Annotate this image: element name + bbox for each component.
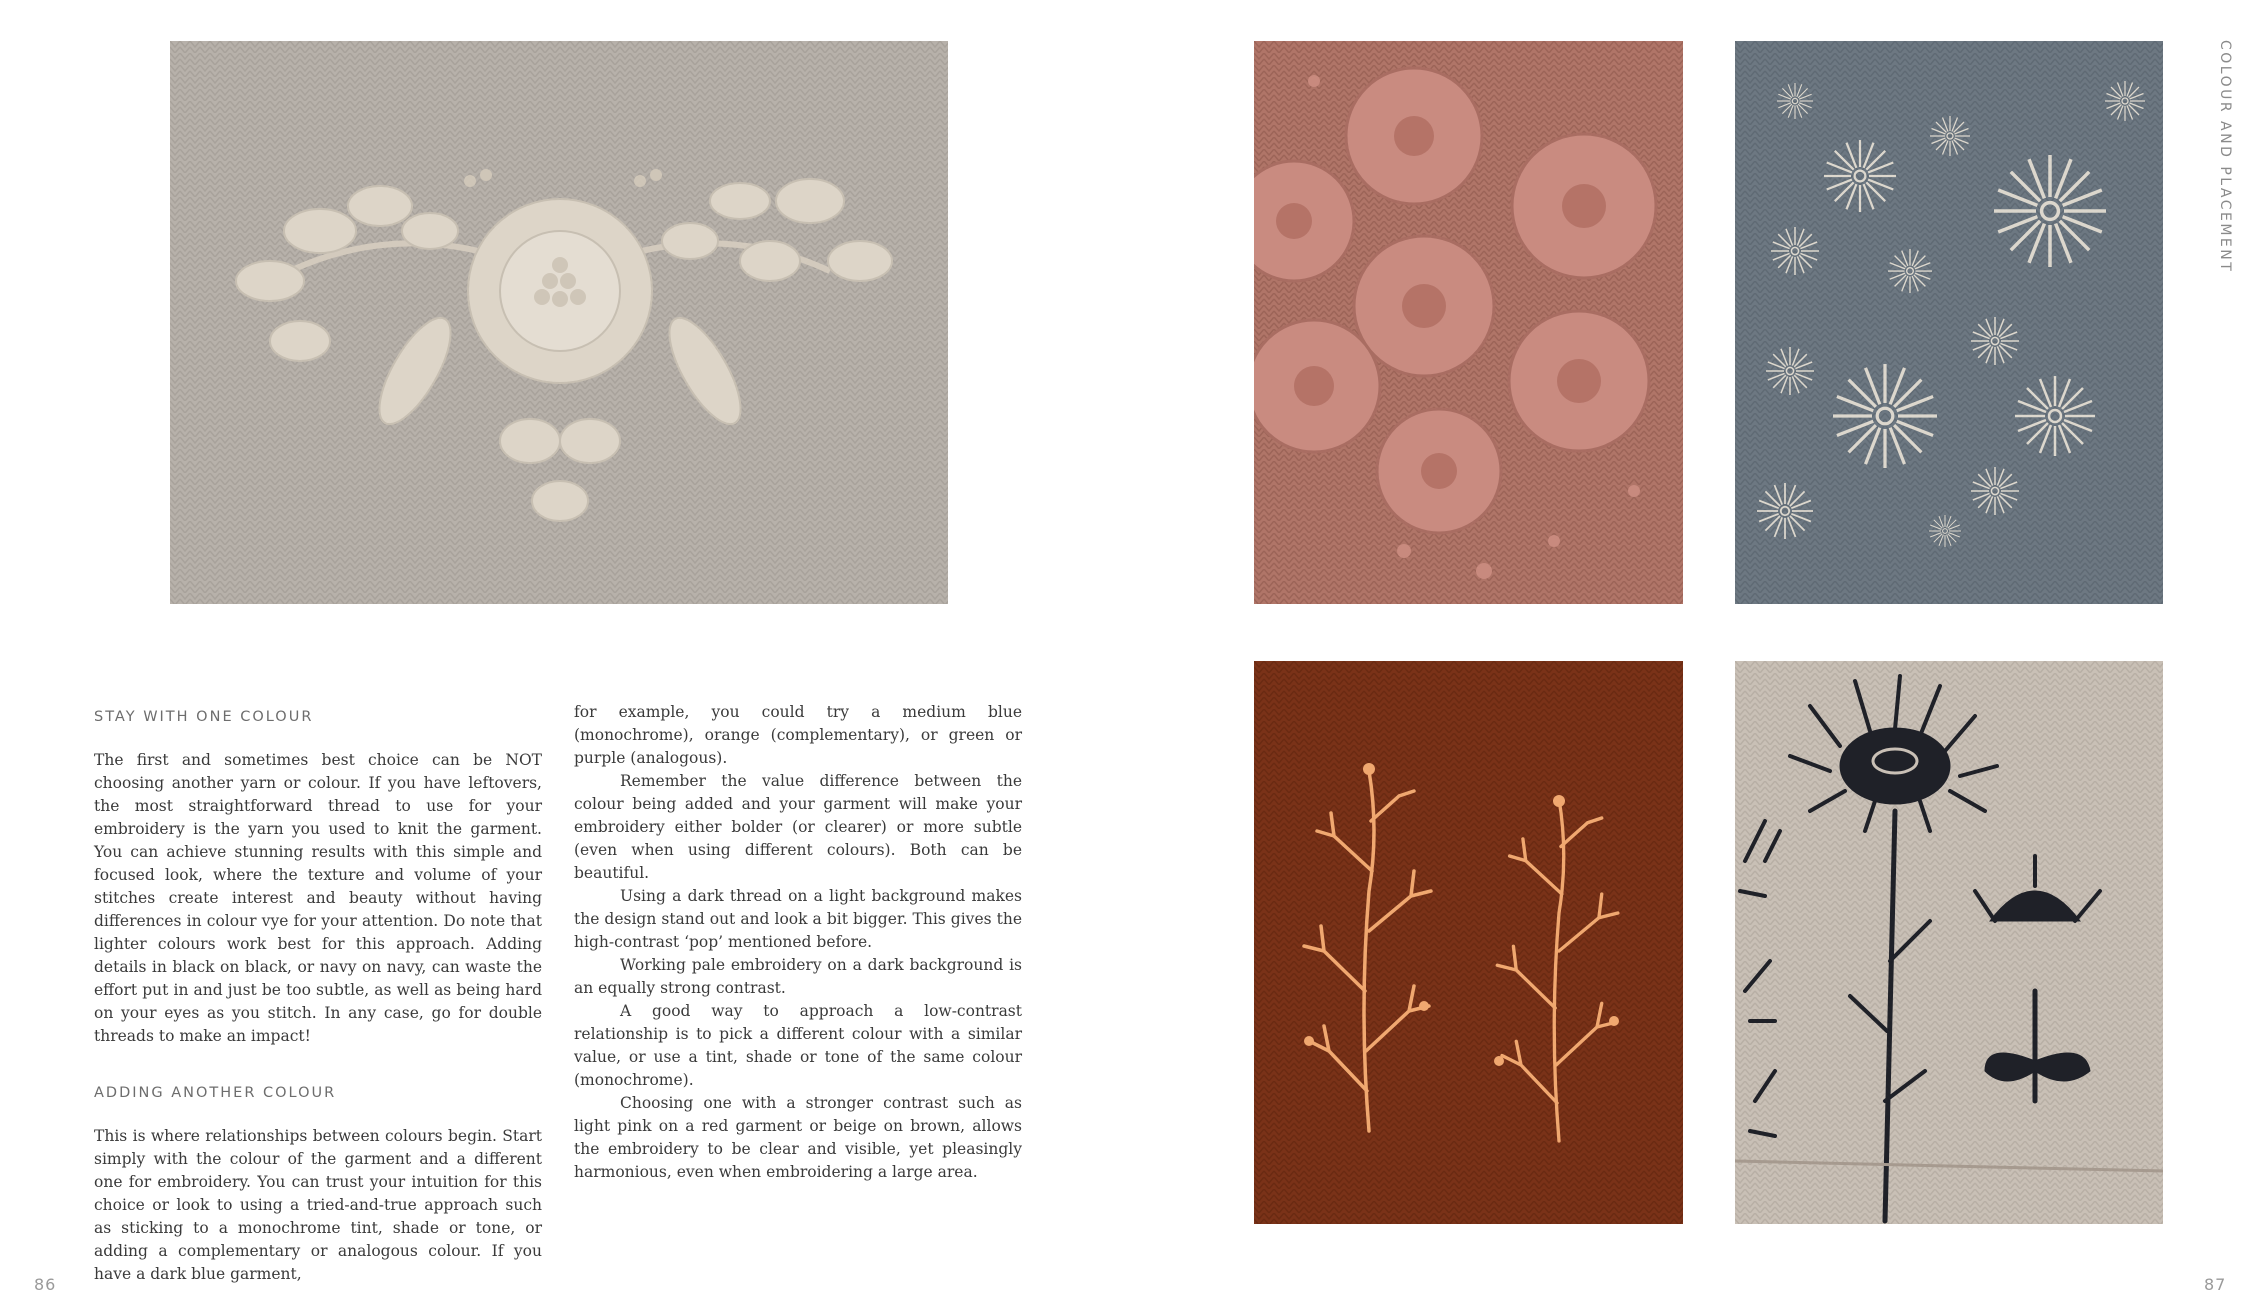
paragraph: Using a dark thread on a light background makes the design stand out and look a bit bigger. This gives the high-contrast ‘pop’ mentioned before.: [574, 887, 1022, 951]
paragraph: Remember the value difference between the colour being added and your garment will make your embroidery either bolder (or clearer) or more subtle (even when using different colours). Both can be beautiful.: [574, 772, 1022, 882]
running-head: COLOUR AND PLACEMENT: [2217, 40, 2233, 274]
photo-cream-floral-embroidery: [170, 41, 948, 604]
photo-grey-starburst-embroidery: [1735, 41, 2163, 604]
paragraph: The first and sometimes best choice can be NOT choosing another yarn or colour. If you have leftovers, the most straightforward thread to use for your embroidery is the yarn you used to knit the garment. You can achieve stunning results with this simple and focused look, where the texture and volume of your stitches create interest and beauty without having differences in colour vye for your attention. Do note that lighter colours work best for this approach. Adding details in black on black, or navy on navy, can waste the effort put in and just be too subtle, as well as being hard on your eyes as you stitch. In any case, go for double threads to make an impact!: [94, 751, 542, 1045]
paragraph: Choosing one with a stronger contrast such as light pink on a red garment or beige on brown, allows the embroidery to be clear and visible, yet pleasingly harmonious, even when embroidering a large area.: [574, 1094, 1022, 1181]
heading-adding-another-colour: ADDING ANOTHER COLOUR: [94, 1085, 337, 1101]
right-text-column: [574, 701, 1022, 1184]
paragraph: This is where relationships between colours begin. Start simply with the colour of the garment and a different one for embroidery. You can trust your intuition for this choice or look to using a tried-and-true approach such as sticking to a monochrome tint, shade or tone, or adding a complementary or analogous colour. If you have a dark blue garment,: [94, 1127, 542, 1283]
paragraph: A good way to approach a low-contrast relationship is to pick a different colour with a similar value, or use a tint, shade or tone of the same colour (monochrome).: [574, 1002, 1022, 1089]
page-number-left: 86: [34, 1275, 57, 1294]
page-number-right: 87: [2204, 1275, 2227, 1294]
heading-stay-with-one-colour: STAY WITH ONE COLOUR: [94, 709, 314, 725]
paragraph: Working pale embroidery on a dark background is an equally strong contrast.: [574, 956, 1022, 997]
photo-rust-branch-embroidery: [1254, 661, 1683, 1224]
photo-rose-flower-embroidery: [1254, 41, 1683, 604]
left-text-column: [94, 706, 542, 1286]
photo-oat-black-flower-embroidery: [1735, 661, 2163, 1224]
paragraph: for example, you could try a medium blue (monochrome), orange (complementary), or green or purple (analogous).: [574, 703, 1022, 767]
